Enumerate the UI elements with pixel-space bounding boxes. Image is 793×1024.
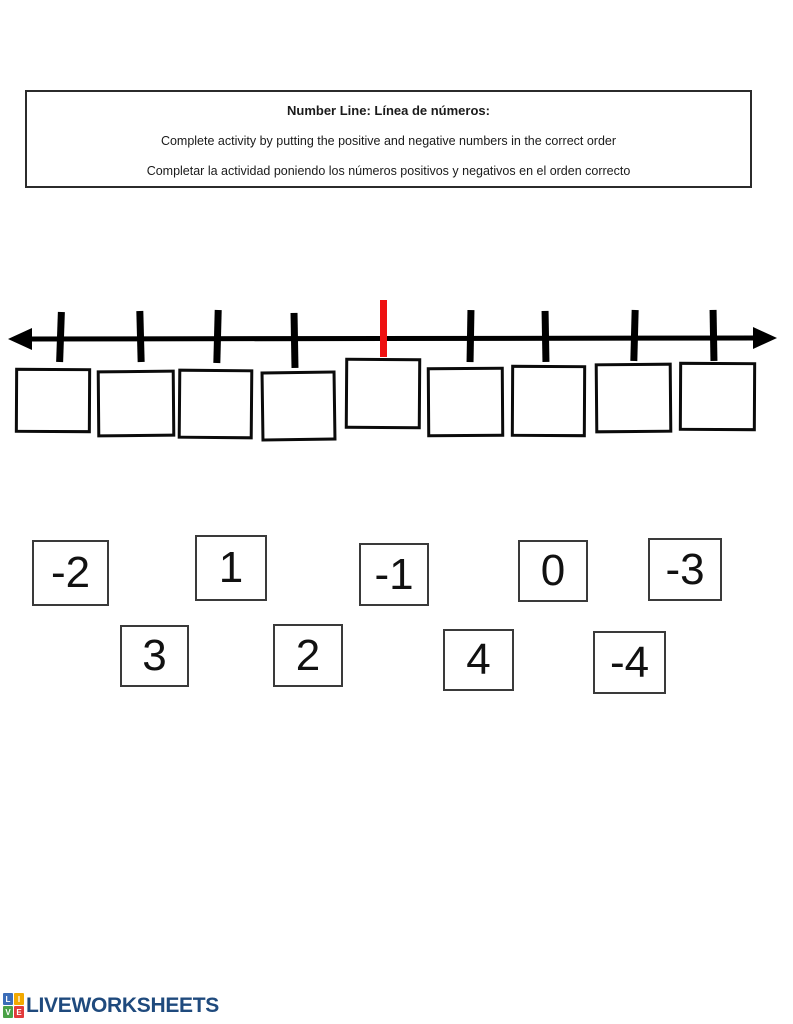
- drop-box-7[interactable]: [511, 365, 586, 437]
- tick-mark-4: [291, 313, 299, 368]
- tick-mark-7: [630, 310, 638, 361]
- logo-square-e: E: [14, 1006, 24, 1018]
- logo-square-v: V: [3, 1006, 13, 1018]
- drop-box-4[interactable]: [261, 370, 337, 441]
- drop-box-2[interactable]: [97, 370, 176, 438]
- tick-mark-8: [710, 310, 718, 361]
- number-tile-2[interactable]: 2: [273, 624, 343, 687]
- drop-box-9[interactable]: [679, 362, 756, 431]
- worksheet-title: Number Line: Línea de números:: [287, 103, 490, 118]
- number-tile-neg2[interactable]: -2: [32, 540, 109, 606]
- tick-mark-5: [467, 310, 475, 362]
- number-tile-neg4[interactable]: -4: [593, 631, 666, 694]
- brand-name: LIVEWORKSHEETS: [26, 993, 219, 1017]
- left-arrow-icon: [8, 328, 32, 350]
- tick-mark-1: [56, 312, 65, 362]
- logo-square-i: I: [14, 993, 24, 1005]
- instruction-line-english: Complete activity by putting the positive and negative numbers in the correct order: [160, 134, 617, 148]
- tick-mark-3: [213, 310, 221, 363]
- number-tile-neg3[interactable]: -3: [648, 538, 722, 601]
- center-tick-mark: [380, 300, 387, 357]
- number-line-axis: [24, 338, 760, 339]
- tick-mark-2: [136, 311, 144, 362]
- drop-box-8[interactable]: [595, 363, 673, 434]
- right-arrow-icon: [753, 327, 777, 349]
- liveworksheets-logo-icon: [3, 993, 24, 1018]
- instructions-panel: [25, 90, 752, 188]
- number-tile-3[interactable]: 3: [120, 625, 189, 687]
- logo-square-l: L: [3, 993, 13, 1005]
- drop-box-5-center[interactable]: [345, 358, 421, 430]
- drop-box-1[interactable]: [15, 368, 91, 433]
- drop-box-6[interactable]: [427, 367, 504, 438]
- drop-box-3[interactable]: [178, 369, 254, 440]
- number-tile-1[interactable]: 1: [195, 535, 267, 601]
- tick-mark-6: [542, 311, 550, 362]
- number-tile-4[interactable]: 4: [443, 629, 514, 691]
- instruction-line-spanish: Completar la actividad poniendo los números positivos y negativos en el orden correcto: [146, 164, 631, 178]
- number-tile-0[interactable]: 0: [518, 540, 588, 602]
- liveworksheets-logo[interactable]: [3, 993, 219, 1018]
- number-tile-neg1[interactable]: -1: [359, 543, 429, 606]
